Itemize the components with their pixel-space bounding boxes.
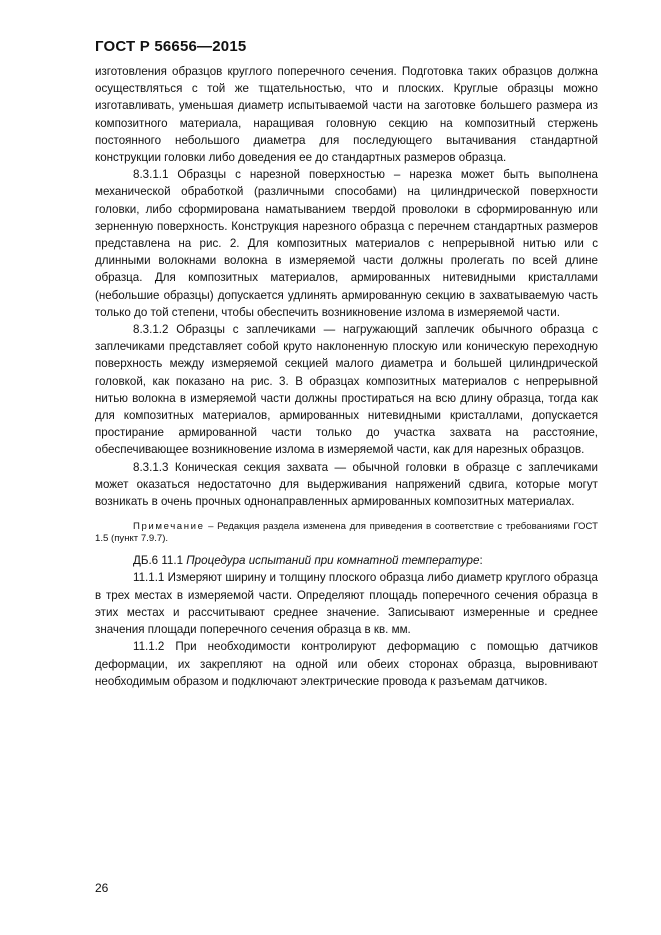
paragraph-11-1-2: 11.1.2 При необходимости контролируют деформацию с помощью датчиков деформации, их закрепляют на одной или обеих сторонах образца, выровнивают необходимым образом и подключают электрические провода к разъемам датчиков.	[95, 640, 598, 688]
note-label: Примечание	[133, 521, 205, 533]
paragraph: изготовления образцов круглого поперечного сечения. Подготовка таких образцов должна осуществляться с той же тщательностью, что и плоских. Круглые образцы можно изготавливать, уменьшая диаметр испытываемой части на заготовке большего размера из композитного материала, наращивая головную секцию на композитный стержень постоянного небольшого диаметра для последующего вытачивания стандартной конструкции головки либо доведения ее до стандартных размеров образца.	[95, 65, 598, 165]
section-heading	[95, 552, 598, 569]
document-body	[95, 63, 598, 690]
section-prefix: ДБ.6 11.1	[133, 554, 187, 568]
paragraph-8-3-1-3: 8.3.1.3 Коническая секция захвата — обычной головки в образце с заплечиками может оказаться недостаточно для выдерживания напряжений сдвига, которые могут возникать в очень прочных однонаправленных армированных композитных материалах.	[95, 460, 598, 509]
section-suffix: :	[479, 554, 483, 568]
section-title: Процедура испытаний при комнатной температуре	[186, 554, 480, 568]
note-text: – Редакция раздела изменена для приведения в соответствие с требованиями ГОСТ 1.5 (пункт 7.9.7).	[95, 521, 598, 545]
page-number: 26	[95, 881, 109, 895]
paragraph-8-3-1-2: 8.3.1.2 Образцы с заплечиками — нагружающий заплечик обычного образца с заплечиками представляет собой круто наклоненную плоскую или коническую переходную поверхность между измеряемой секцией малого диаметра и большей цилиндрической головкой, как показано на рис. 3. В образцах композитных материалов с непрерывной нитью волокна в измеряемой части должны простираться на всю длину образца, тогда как для композитных материалов, армированных нитевидными кристаллами, допускается простирание армированной части только до участка захвата на расстояние, обеспечивающее возникновение излома в измеряемой части, как для нарезных образцов.	[95, 323, 598, 457]
paragraph-8-3-1-1: 8.3.1.1 Образцы с нарезной поверхностью – нарезка может быть выполнена механической обработкой (различными способами) на цилиндрической поверхности головки, либо сформирована наматыванием твердой проволоки в сформированную или зерненную поверхность. Конструкция нарезного образца с перечнем стандартных размеров представлена на рис. 2. Для композитных материалов с непрерывной нитью или с длинными волокнами волокна в измеряемой части должны пролегать по всей длине образца. Для композитных материалов, армированных нитевидными кристаллами (небольшие образцы) допускается удлинять армированную секцию в захватываемую часть только до той степени, чтобы обеспечить возникновение излома в измеряемой части.	[95, 168, 598, 319]
paragraph-11-1-1: 11.1.1 Измеряют ширину и толщину плоского образца либо диаметр круглого образца в трех местах в измеряемой части. Определяют площадь поперечного сечения образца в этих местах и рассчитывают среднее значение. Записывают измеренные и среднее значения площади поперечного сечения образца в кв. мм.	[95, 571, 598, 637]
note	[95, 521, 598, 545]
page-title: ГОСТ Р 56656—2015	[95, 38, 247, 55]
